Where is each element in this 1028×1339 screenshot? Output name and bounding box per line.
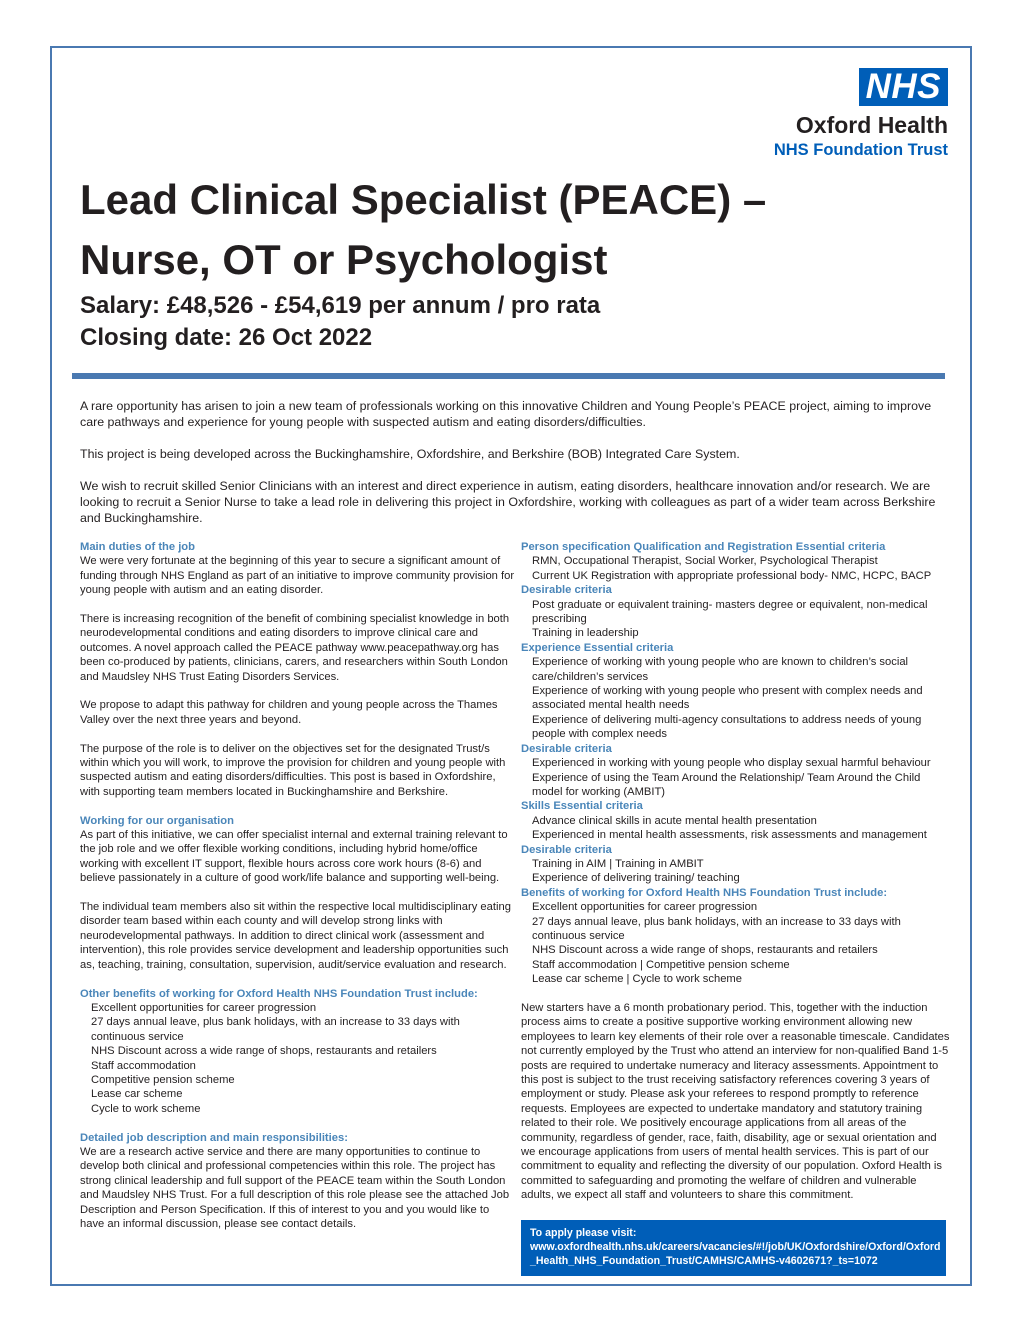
benefits-list bbox=[521, 900, 951, 986]
nhs-logo bbox=[774, 68, 948, 160]
duties-paragraph: We propose to adapt this pathway for children and young people across the Thames Valley over the next three years and beyond. bbox=[80, 699, 498, 726]
list-item: Post graduate or equivalent training- masters degree or equivalent, non-medical prescribing bbox=[532, 598, 928, 626]
list-item: Experience of delivering multi-agency consultations to address needs of young people with complex needs bbox=[532, 713, 922, 741]
qualification-desirable-heading: Desirable criteria bbox=[521, 584, 612, 597]
qualification-list bbox=[521, 554, 951, 583]
detailed-description-paragraph: We are a research active service and there are many opportunities to continue to develop both clinical and professional competencies within this role. The project has strong clinical leadership and full support of the PEACE team within the South London and Maudsley NHS Trust. For a full description of this role please see the attached Job Description and Person Specification. If this of interest to you and you would like to have an informal discussion, please see contact details. bbox=[80, 1145, 510, 1230]
closing-date: Closing date: 26 Oct 2022 bbox=[80, 324, 373, 351]
organisation-paragraph: The individual team members also sit within the respective local multidisciplinary eating disorder team based within each county and will develop strong links with neurodevelopmental pathways. In addition to direct clinical work (assessment and intervention), this role provides service development and leadership opportunities such as, teaching, training, consultation, supervision, audit/service evaluation and research. bbox=[80, 901, 511, 971]
list-item: Advance clinical skills in acute mental health presentation bbox=[532, 814, 817, 827]
detailed-description-heading: Detailed job description and main responsibilities: bbox=[80, 1131, 348, 1144]
list-item: Training in AIM | Training in AMBIT bbox=[532, 857, 704, 870]
title-line-1: Lead Clinical Specialist (PEACE) – bbox=[80, 176, 767, 223]
page-title bbox=[80, 170, 940, 290]
list-item: Excellent opportunities for career progression bbox=[532, 901, 758, 914]
title-line-2: Nurse, OT or Psychologist bbox=[80, 236, 608, 283]
list-item: Staff accommodation | Competitive pension scheme bbox=[532, 958, 790, 971]
list-item: 27 days annual leave, plus bank holidays, with an increase to 33 days with continuous service bbox=[532, 915, 901, 942]
qualification-heading: Person specification Qualification and Registration Essential criteria bbox=[521, 541, 886, 553]
list-item: RMN, Occupational Therapist, Social Worker, Psychological Therapist bbox=[532, 555, 878, 568]
right-column bbox=[521, 540, 951, 1217]
skills-desirable-heading: Desirable criteria bbox=[521, 843, 612, 856]
list-item: Staff accommodation bbox=[91, 1059, 196, 1072]
intro-paragraph: This project is being developed across the Buckinghamshire, Oxfordshire, and Berkshire (BOB) Integrated Care System. bbox=[80, 447, 740, 461]
intro-section bbox=[80, 398, 942, 542]
duties-paragraph: We were very fortunate at the beginning of this year to secure a significant amount of funding through NHS England as part of an initiative to improve community provision for young people with autism and an eating disorder. bbox=[80, 555, 515, 597]
experience-list bbox=[521, 655, 951, 741]
list-item: Experienced in working with young people who display sexual harmful behaviour bbox=[532, 757, 931, 770]
list-item: 27 days annual leave, plus bank holidays, with an increase to 33 days with continuous service bbox=[91, 1016, 460, 1043]
list-item: Lease car scheme | Cycle to work scheme bbox=[532, 973, 742, 986]
list-item: Experience of working with young people who present with complex needs and associated mental health needs bbox=[532, 685, 923, 712]
nhs-badge: NHS bbox=[859, 68, 948, 106]
experience-desirable-list bbox=[521, 756, 951, 799]
list-item: Lease car scheme bbox=[91, 1088, 183, 1101]
skills-heading: Skills Essential criteria bbox=[521, 800, 643, 813]
new-starters-paragraph: New starters have a 6 month probationary period. This, together with the induction process aims to create a positive supportive working environment allowing new employees to learn key elements of their role over a reasonable timescale. Candidates not currently employed by the Trust who attend an interview for non-qualified Band 1-5 posts are required to undertake numeracy and literacy assessments. Appointment to this post is subject to the trust receiving satisfactory references covering 3 years of employment or study. Please ask your referees to respond promptly to reference requests. Employees are expected to undertake mandatory and statutory training related to their role. We positively encourage applications from all areas of the community, regardless of gender, race, faith, disability, age or sexual orientation and we encourage applications from users of mental health services. This is part of our commitment to equality and reflecting the diversity of our population. Oxford Health is committed to safeguarding and promoting the welfare of children and vulnerable adults, we expect all staff and volunteers to share this commitment. bbox=[521, 1001, 950, 1202]
duties-paragraph: The purpose of the role is to deliver on the objectives set for the designated Trust/s within which you will work, to improve the provision for children and young people with suspected autism and eating disorders/difficulties. This post is based in Oxfordshire, with supporting team members located in Buckinghamshire and Berkshire. bbox=[80, 742, 506, 798]
skills-desirable-list bbox=[521, 857, 951, 886]
benefits-heading: Benefits of working for Oxford Health NHS Foundation Trust include: bbox=[521, 886, 888, 899]
organisation-heading: Working for our organisation bbox=[80, 814, 234, 827]
header-divider bbox=[72, 373, 945, 379]
list-item: Excellent opportunities for career progression bbox=[91, 1001, 317, 1014]
org-name: Oxford Health bbox=[795, 112, 948, 138]
list-item: Cycle to work scheme bbox=[91, 1102, 201, 1115]
other-benefits-list bbox=[80, 1001, 516, 1116]
qualification-desirable-list bbox=[521, 598, 951, 641]
list-item: NHS Discount across a wide range of shops, restaurants and retailers bbox=[532, 944, 878, 957]
experience-desirable-heading: Desirable criteria bbox=[521, 742, 612, 755]
list-item: Competitive pension scheme bbox=[91, 1073, 235, 1086]
list-item: Experience of using the Team Around the Relationship/ Team Around the Child model for working (AMBIT) bbox=[532, 771, 921, 798]
organisation-paragraph: As part of this initiative, we can offer specialist internal and external training relevant to the job role and we offer flexible working conditions, including hybrid home/office working with excellent IT support, flexible hours across core work hours (8-6) and believe passionately in a culture of good work/life balance and supporting well-being. bbox=[80, 829, 508, 885]
list-item: Current UK Registration with appropriate professional body- NMC, HCPC, BACP bbox=[532, 569, 932, 582]
other-benefits-heading: Other benefits of working for Oxford Health NHS Foundation Trust include: bbox=[80, 987, 478, 1000]
intro-paragraph: A rare opportunity has arisen to join a new team of professionals working on this innovative Children and Young People’s PEACE project, aiming to improve care pathways and experience for young people with suspected autism and eating disorders/difficulties. bbox=[80, 399, 932, 429]
org-subtitle: NHS Foundation Trust bbox=[773, 141, 948, 159]
apply-box bbox=[521, 1220, 946, 1276]
list-item: NHS Discount across a wide range of shops, restaurants and retailers bbox=[91, 1045, 437, 1058]
list-item: Training in leadership bbox=[532, 627, 639, 640]
experience-heading: Experience Essential criteria bbox=[521, 641, 674, 654]
list-item: Experienced in mental health assessments, risk assessments and management bbox=[532, 829, 927, 842]
list-item: Experience of delivering training/ teaching bbox=[532, 872, 740, 885]
intro-paragraph: We wish to recruit skilled Senior Clinicians with an interest and direct experience in autism, eating disorders, healthcare innovation and/or research. We are looking to recruit a Senior Nurse to take a lead role in delivering this project in Oxfordshire, working with colleagues as part of a wider team across Berkshire and Buckinghamshire. bbox=[80, 479, 936, 525]
salary: Salary: £48,526 - £54,619 per annum / pro rata bbox=[80, 292, 601, 319]
duties-heading: Main duties of the job bbox=[80, 541, 195, 553]
apply-link[interactable]: www.oxfordhealth.nhs.uk/careers/vacancies/#!/job/UK/Oxfordshire/Oxford/Oxford_Health_NHS_Foundation_Trust/CAMHS/CAMHS-v4602671?_ts=1072 bbox=[530, 1241, 941, 1267]
list-item: Experience of working with young people who are known to children’s social care/children’s services bbox=[532, 656, 909, 683]
skills-list bbox=[521, 814, 951, 843]
left-column bbox=[80, 540, 516, 1246]
duties-paragraph: There is increasing recognition of the benefit of combining specialist knowledge in both neurodevelopmental conditions and eating disorders to improve clinical care and outcomes. A novel approach called the PEACE pathway www.peacepathway.org has been co-produced by patients, clinicians, carers, and researchers within South London and Maudsley NHS Trust Eating Disorders Services. bbox=[80, 613, 510, 683]
apply-label: To apply please visit: bbox=[530, 1227, 637, 1239]
